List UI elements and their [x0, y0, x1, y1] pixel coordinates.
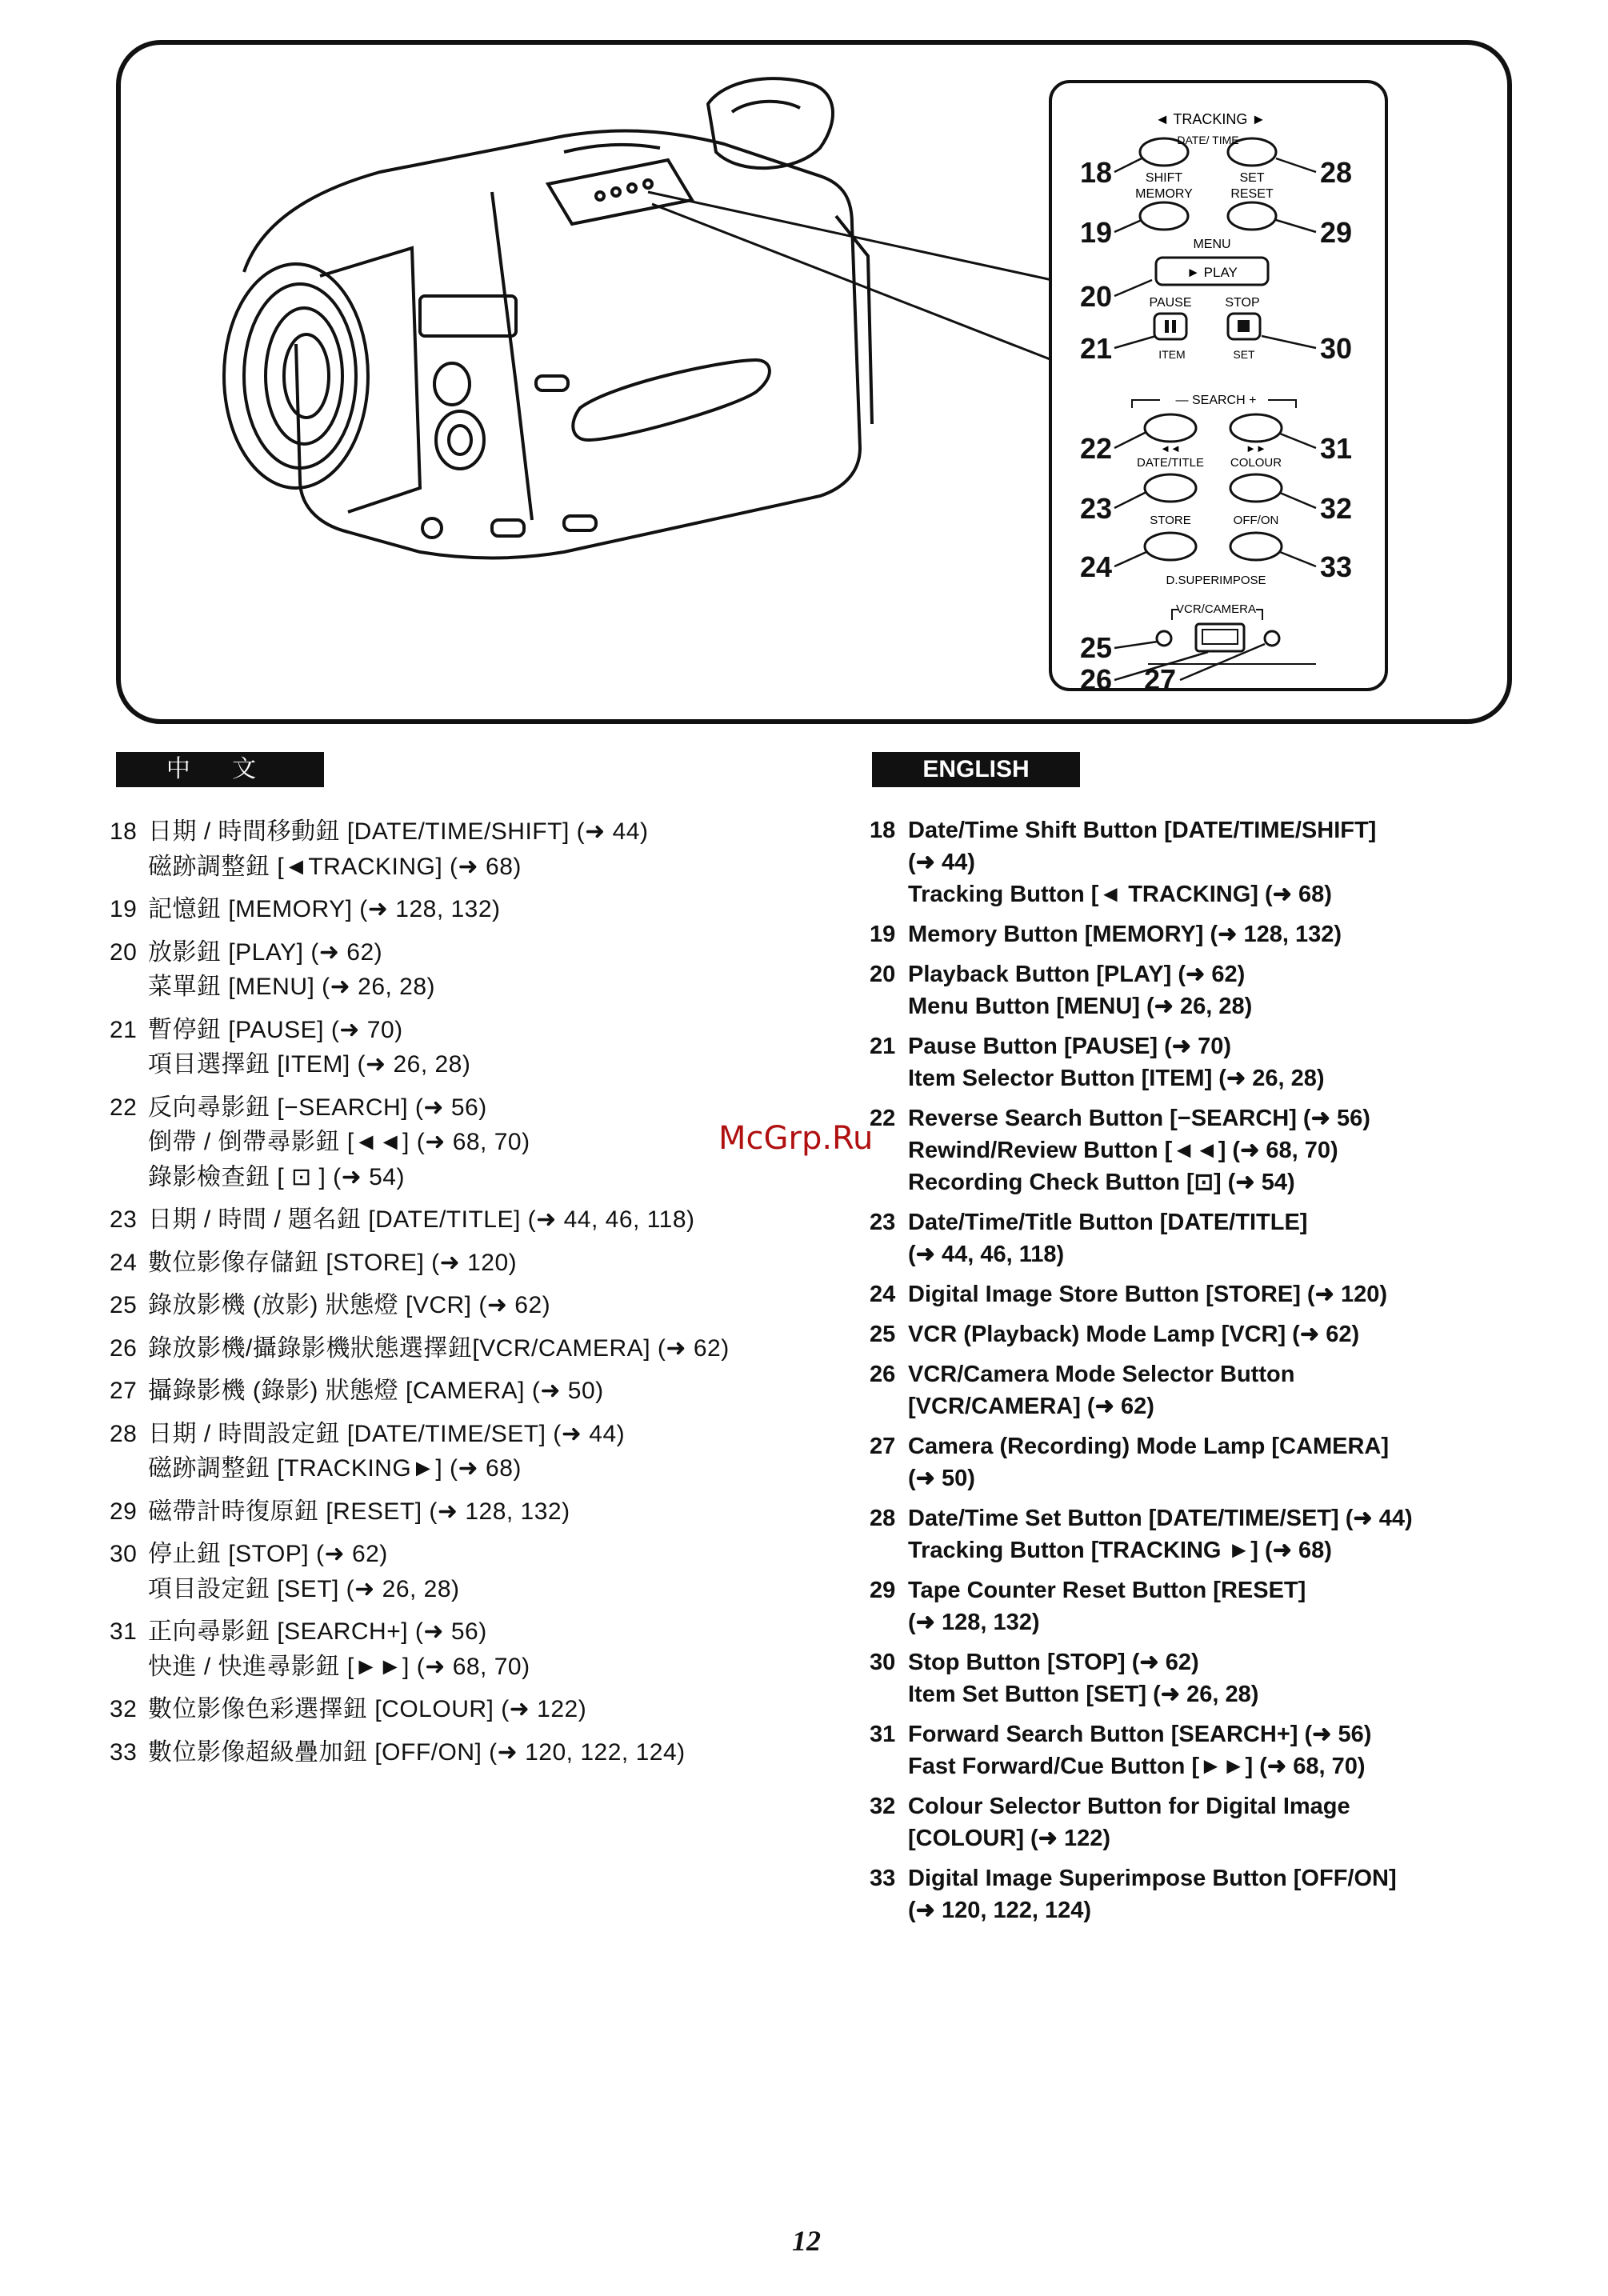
entry-line: [VCR/CAMERA] (➜ 62)	[908, 1394, 1154, 1419]
entry-line: (➜ 44)	[908, 850, 975, 875]
zh-entry-18	[110, 814, 830, 884]
zh-entry-30	[110, 1537, 830, 1606]
zh-entry-25	[110, 1288, 830, 1323]
entry-line: Menu Button [MENU] (➜ 26, 28)	[908, 994, 1253, 1019]
zh-entry-20	[110, 935, 830, 1005]
entry-number: 23	[870, 1210, 896, 1235]
panel-store-label: STORE	[1150, 514, 1191, 527]
en-entry-26	[870, 1358, 1534, 1422]
entry-line: Tracking Button [◄ TRACKING] (➜ 68)	[908, 882, 1332, 907]
entry-line: 攝錄影機 (錄影) 狀態燈 [CAMERA] (➜ 50)	[148, 1378, 604, 1404]
english-section-header: ENGLISH	[872, 752, 1080, 787]
en-entry-22	[870, 1102, 1534, 1198]
callout-32: 32	[1320, 492, 1353, 525]
entry-line: 磁帶計時復原鈕 [RESET] (➜ 128, 132)	[148, 1498, 570, 1525]
entry-line: Fast Forward/Cue Button [►►] (➜ 68, 70)	[908, 1754, 1366, 1779]
entry-line: Digital Image Store Button [STORE] (➜ 120)	[908, 1282, 1387, 1307]
entry-line: (➜ 128, 132)	[908, 1610, 1040, 1635]
panel-set-label: SET	[1239, 171, 1265, 185]
entry-number: 28	[110, 1420, 138, 1447]
zh-entry-23	[110, 1202, 830, 1238]
entry-line: 錄放影機/攝錄影機狀態選擇鈕[VCR/CAMERA] (➜ 62)	[148, 1334, 730, 1362]
entry-line: 反向尋影鈕 [−SEARCH] (➜ 56)	[148, 1094, 487, 1121]
panel-tracking-label: ◄ TRACKING ►	[1154, 111, 1266, 127]
camcorder-illustration	[224, 78, 872, 558]
chinese-column	[110, 814, 830, 1778]
entry-line: 菜單鈕 [MENU] (➜ 26, 28)	[148, 974, 436, 1000]
panel-memory-label: MEMORY	[1135, 187, 1193, 201]
callout-26: 26	[1080, 663, 1113, 696]
entry-line: Colour Selector Button for Digital Image	[908, 1794, 1350, 1819]
entry-line: (➜ 50)	[908, 1466, 975, 1491]
entry-number: 18	[870, 818, 896, 843]
callout-22: 22	[1080, 432, 1113, 465]
entry-line: Camera (Recording) Mode Lamp [CAMERA]	[908, 1434, 1389, 1459]
entry-line: 項目選擇鈕 [ITEM] (➜ 26, 28)	[148, 1051, 471, 1078]
entry-line: 記憶鈕 [MEMORY] (➜ 128, 132)	[148, 896, 501, 922]
entry-line: VCR/Camera Mode Selector Button	[908, 1362, 1295, 1387]
zh-entry-27	[110, 1374, 830, 1409]
callout-33: 33	[1320, 550, 1353, 583]
page-number: 12	[792, 2225, 821, 2257]
panel-reset-label: RESET	[1230, 187, 1274, 201]
zh-entry-33	[110, 1735, 830, 1770]
panel-vcr-camera-label: VCR/CAMERA	[1175, 602, 1257, 616]
entry-line: 磁跡調整鈕 [◄TRACKING] (➜ 68)	[148, 853, 522, 880]
entry-number: 26	[870, 1362, 896, 1387]
zh-entry-26	[110, 1331, 830, 1366]
panel-set2-label: SET	[1233, 348, 1255, 361]
entry-line: Playback Button [PLAY] (➜ 62)	[908, 962, 1246, 987]
zh-entry-28	[110, 1417, 830, 1486]
watermark-text: McGrp.Ru	[718, 1120, 874, 1157]
entry-number: 33	[870, 1866, 896, 1891]
entry-number: 21	[870, 1034, 896, 1059]
en-entry-32	[870, 1790, 1534, 1854]
entry-number: 27	[110, 1378, 138, 1404]
callout-20: 20	[1080, 280, 1113, 313]
panel-menu-label: MENU	[1193, 238, 1231, 251]
entry-line: 暫停鈕 [PAUSE] (➜ 70)	[148, 1016, 403, 1043]
en-entry-30	[870, 1646, 1534, 1710]
callout-29: 29	[1320, 216, 1353, 249]
entry-line: Tape Counter Reset Button [RESET]	[908, 1578, 1306, 1603]
entry-line: (➜ 120, 122, 124)	[908, 1898, 1092, 1923]
entry-line: (➜ 44, 46, 118)	[908, 1242, 1065, 1267]
entry-number: 31	[870, 1722, 896, 1747]
panel-stop-label: STOP	[1225, 296, 1260, 310]
camcorder-figure	[116, 40, 1512, 724]
panel-item-label: ITEM	[1158, 348, 1186, 361]
entry-line: 日期 / 時間設定鈕 [DATE/TIME/SET] (➜ 44)	[148, 1420, 626, 1447]
panel-colour-label: COLOUR	[1230, 456, 1282, 470]
entry-number: 29	[870, 1578, 896, 1603]
en-entry-21	[870, 1030, 1534, 1094]
entry-line: VCR (Playback) Mode Lamp [VCR] (➜ 62)	[908, 1322, 1360, 1347]
zh-entry-24	[110, 1246, 830, 1281]
en-entry-27	[870, 1430, 1534, 1494]
entry-number: 19	[870, 922, 896, 947]
entry-number: 26	[110, 1334, 138, 1362]
entry-number: 24	[870, 1282, 896, 1307]
panel-rew-label: ◄◄	[1160, 442, 1181, 454]
entry-line: 倒帶 / 倒帶尋影鈕 [◄◄] (➜ 68, 70)	[148, 1129, 530, 1155]
entry-line: 正向尋影鈕 [SEARCH+] (➜ 56)	[148, 1618, 487, 1645]
zh-entry-21	[110, 1013, 830, 1082]
entry-line: Item Set Button [SET] (➜ 26, 28)	[908, 1682, 1259, 1707]
panel-ff-label: ►►	[1246, 442, 1266, 454]
panel-off-on-label: OFF/ON	[1233, 514, 1279, 527]
en-entry-24	[870, 1278, 1534, 1310]
entry-line: [COLOUR] (➜ 122)	[908, 1826, 1111, 1851]
entry-line: Date/Time Shift Button [DATE/TIME/SHIFT]	[908, 818, 1377, 843]
callout-21: 21	[1080, 332, 1113, 365]
en-entry-18	[870, 814, 1534, 910]
entry-line: 停止鈕 [STOP] (➜ 62)	[148, 1541, 388, 1567]
panel-date-time-label: DATE/ TIME	[1177, 134, 1239, 146]
entry-line: Recording Check Button [⊡] (➜ 54)	[908, 1170, 1295, 1195]
callout-23: 23	[1080, 492, 1113, 525]
callout-19: 19	[1080, 216, 1113, 249]
entry-line: Stop Button [STOP] (➜ 62)	[908, 1650, 1199, 1675]
entry-line: 項目設定鈕 [SET] (➜ 26, 28)	[148, 1575, 460, 1602]
entry-number: 25	[110, 1292, 138, 1318]
callout-25: 25	[1080, 631, 1113, 664]
entry-line: 數位影像超級疊加鈕 [OFF/ON] (➜ 120, 122, 124)	[148, 1738, 686, 1766]
entry-line: Digital Image Superimpose Button [OFF/ON]	[908, 1866, 1397, 1891]
en-entry-31	[870, 1718, 1534, 1782]
entry-number: 29	[110, 1498, 138, 1525]
entry-line: 放影鈕 [PLAY] (➜ 62)	[148, 938, 383, 966]
entry-number: 28	[870, 1506, 896, 1531]
entry-number: 20	[870, 962, 896, 987]
entry-line: 日期 / 時間移動鈕 [DATE/TIME/SHIFT] (➜ 44)	[148, 818, 649, 845]
entry-line: Tracking Button [TRACKING ►] (➜ 68)	[908, 1538, 1332, 1563]
entry-number: 22	[870, 1106, 896, 1131]
en-entry-20	[870, 958, 1534, 1022]
panel-play-label: ► PLAY	[1186, 265, 1238, 280]
zh-entry-29	[110, 1494, 830, 1530]
entry-number: 22	[110, 1094, 138, 1121]
entry-number: 20	[110, 938, 138, 966]
en-entry-28	[870, 1502, 1534, 1566]
en-entry-29	[870, 1574, 1534, 1638]
entry-line: Pause Button [PAUSE] (➜ 70)	[908, 1034, 1232, 1059]
entry-number: 32	[110, 1696, 138, 1722]
panel-d-superimpose-label: D.SUPERIMPOSE	[1166, 574, 1266, 587]
entry-line: 快進 / 快進尋影鈕 [►►] (➜ 68, 70)	[148, 1653, 530, 1680]
entry-number: 30	[110, 1541, 138, 1567]
entry-number: 31	[110, 1618, 138, 1645]
entry-line: Rewind/Review Button [◄◄] (➜ 68, 70)	[908, 1138, 1338, 1163]
entry-number: 32	[870, 1794, 896, 1819]
entry-number: 23	[110, 1206, 138, 1233]
en-entry-33	[870, 1862, 1534, 1926]
en-entry-25	[870, 1318, 1534, 1350]
en-entry-19	[870, 918, 1534, 950]
entry-number: 21	[110, 1016, 138, 1043]
english-column	[870, 814, 1534, 1934]
zh-entry-31	[110, 1614, 830, 1684]
entry-number: 18	[110, 818, 138, 845]
chinese-section-header: 中 文	[116, 752, 324, 787]
entry-number: 33	[110, 1738, 138, 1766]
entry-line: 錄影檢查鈕 [ ⊡ ] (➜ 54)	[148, 1163, 405, 1190]
panel-date-title-label: DATE/TITLE	[1137, 456, 1204, 470]
entry-line: Forward Search Button [SEARCH+] (➜ 56)	[908, 1722, 1372, 1747]
en-entry-23	[870, 1206, 1534, 1270]
callout-30: 30	[1320, 332, 1353, 365]
entry-number: 25	[870, 1322, 896, 1347]
entry-number: 19	[110, 896, 138, 922]
entry-number: 27	[870, 1434, 896, 1459]
entry-number: 24	[110, 1249, 138, 1276]
entry-line: Memory Button [MEMORY] (➜ 128, 132)	[908, 922, 1342, 947]
entry-line: Reverse Search Button [−SEARCH] (➜ 56)	[908, 1106, 1370, 1131]
panel-pause-label: PAUSE	[1149, 296, 1192, 310]
entry-line: Date/Time Set Button [DATE/TIME/SET] (➜ 44)	[908, 1506, 1413, 1531]
zh-entry-32	[110, 1692, 830, 1727]
zoom-lines	[648, 192, 1052, 360]
entry-line: 錄放影機 (放影) 狀態燈 [VCR] (➜ 62)	[148, 1292, 551, 1318]
entry-line: Item Selector Button [ITEM] (➜ 26, 28)	[908, 1066, 1325, 1091]
entry-line: 數位影像色彩選擇鈕 [COLOUR] (➜ 122)	[148, 1696, 587, 1722]
entry-line: Date/Time/Title Button [DATE/TITLE]	[908, 1210, 1308, 1235]
callout-24: 24	[1080, 550, 1113, 583]
entry-line: 數位影像存儲鈕 [STORE] (➜ 120)	[148, 1249, 518, 1276]
panel-search-label: — SEARCH +	[1175, 394, 1257, 407]
panel-shift-label: SHIFT	[1145, 171, 1183, 185]
entry-number: 30	[870, 1650, 896, 1675]
callout-18: 18	[1080, 156, 1113, 189]
callout-31: 31	[1320, 432, 1353, 465]
callout-27: 27	[1144, 663, 1177, 696]
entry-line: 日期 / 時間 / 題名鈕 [DATE/TITLE] (➜ 44, 46, 118)	[148, 1206, 695, 1233]
callout-28: 28	[1320, 156, 1353, 189]
entry-line: 磁跡調整鈕 [TRACKING►] (➜ 68)	[148, 1455, 522, 1482]
zh-entry-19	[110, 892, 830, 927]
